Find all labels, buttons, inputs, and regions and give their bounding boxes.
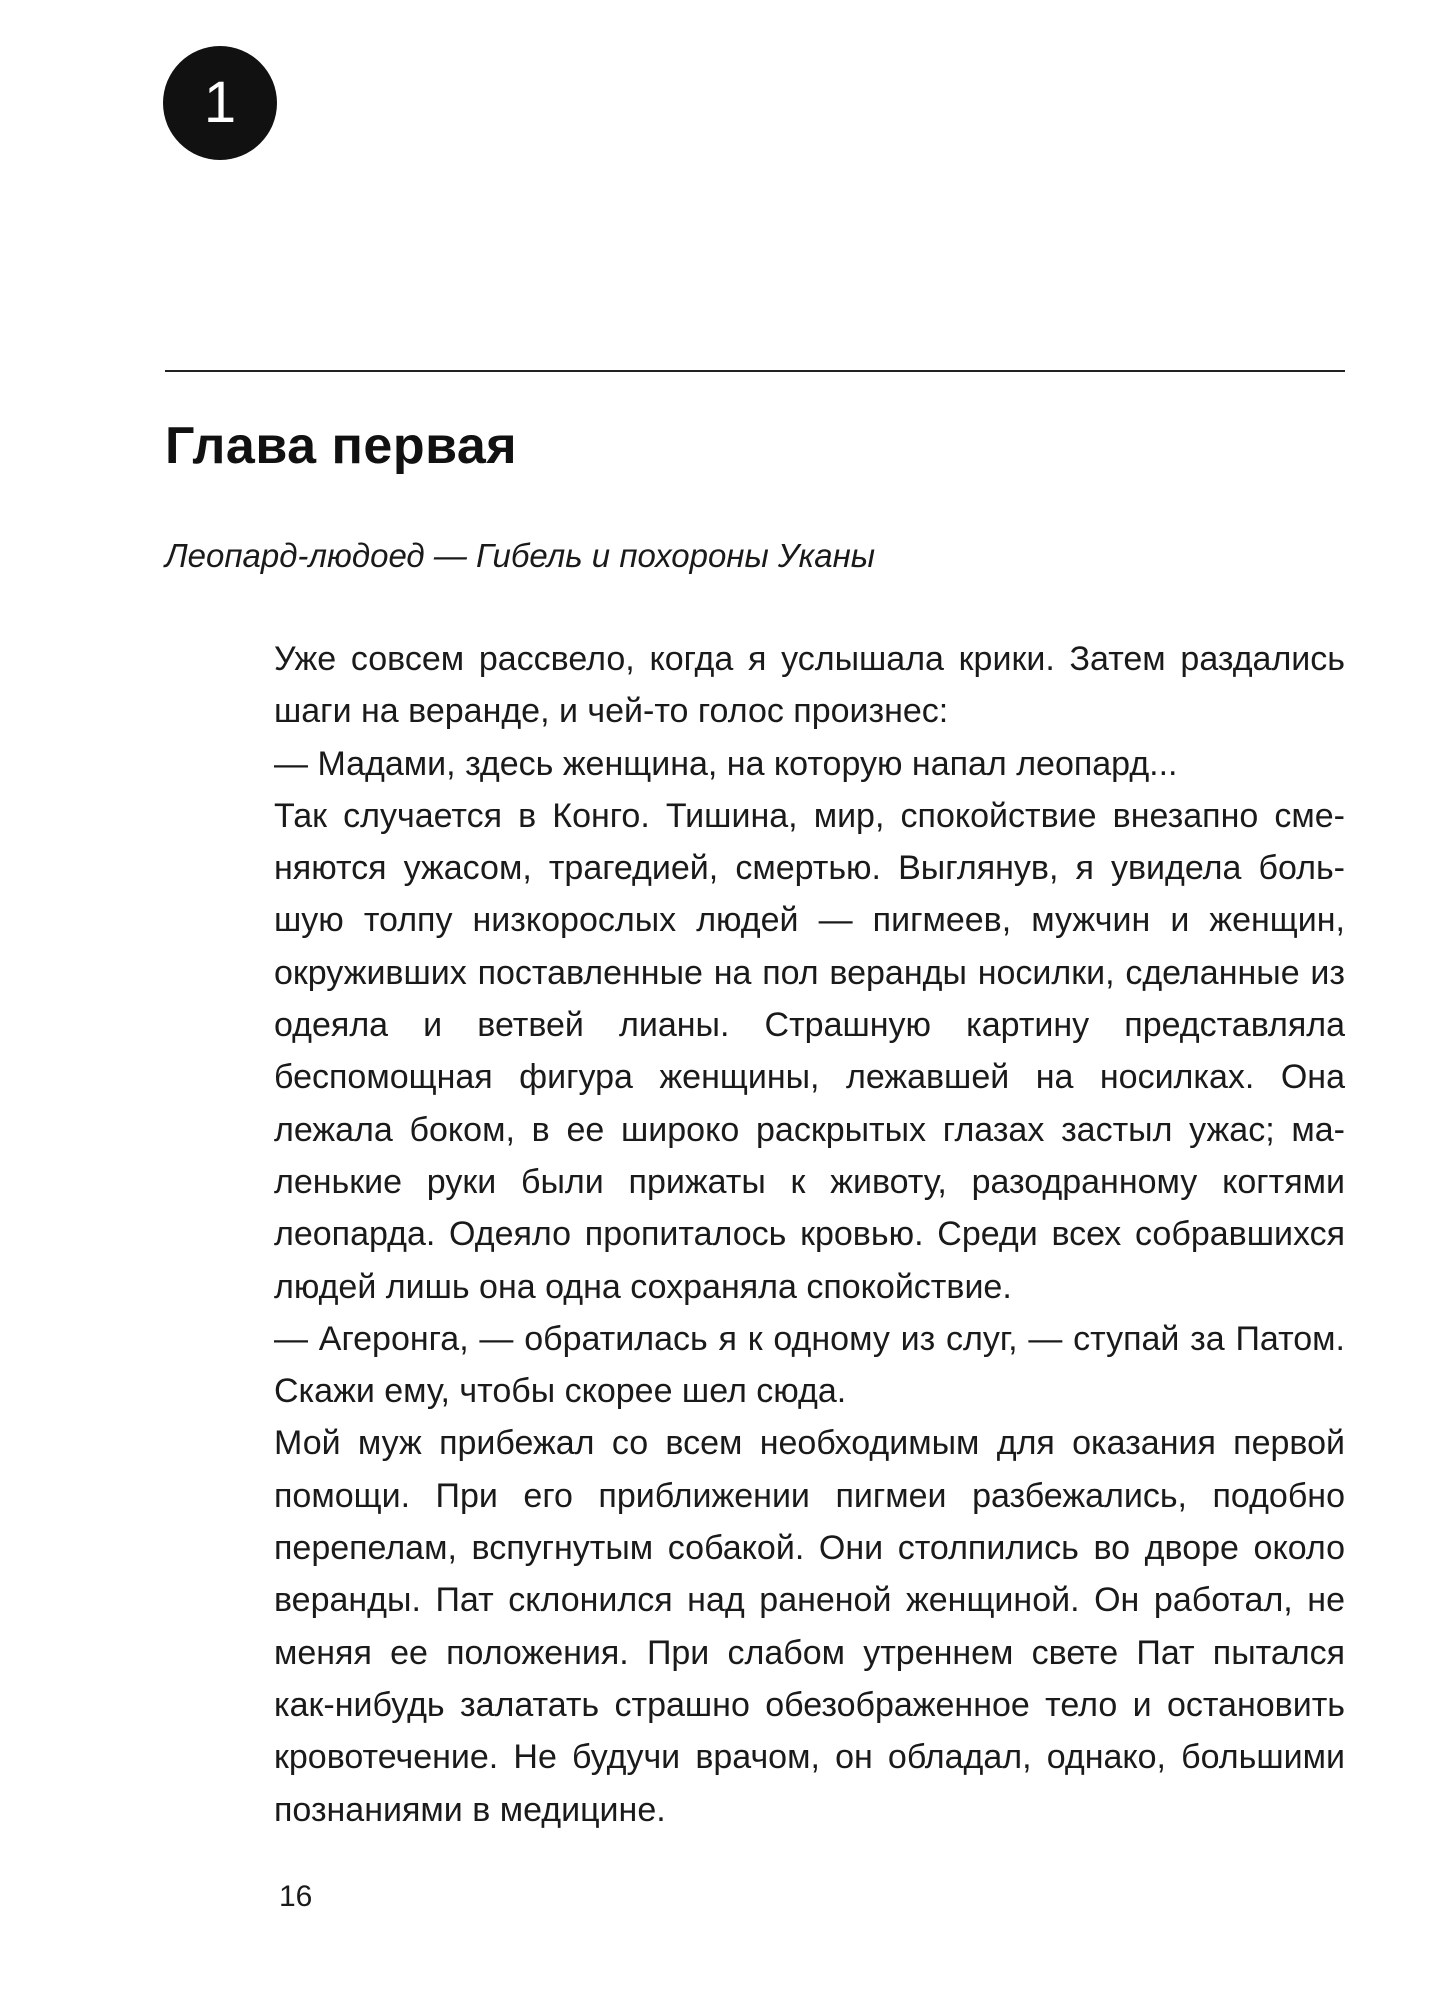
paragraph: Уже совсем рассвело, когда я услышала крики. Затем раздались шаги на веранде, и чей-то голос произнес: [274,640,1345,731]
paragraph: Так случается в Конго. Тишина, мир, спокойствие внезапно сменяются ужасом, трагедией, смертью. Выглянув, я увидела большую толпу низкорослых людей — пигмеев, мужчин и женщин, окруживших поставленные на пол веранды носилки, сделанные из одеяла и ветвей лианы. Страшную картину представляла беспомощная фигура женщины, лежавшей на носилках. Она лежала боком, в ее широко раскрытых глазах застыл ужас; маленькие руки были прижаты к животу, разодранному когтями леопарда. Одеяло пропиталось кровью. Среди всех собравшихся людей лишь она одна сохраняла спокойствие. [274,796,1345,1306]
chapter-number-badge [163,46,277,160]
chapter-body [274,633,1345,1836]
chapter-subtitle: Леопард-людоед — Гибель и похороны Уканы [165,537,876,574]
paragraph: Мой муж прибежал со всем необходимым для оказания первой помощи. При его приближении пигмеи разбежались, подобно перепелам, вспугнутым собакой. Они столпились во дворе около веранды. Пат склонился над раненой женщиной. Он работал, не меняя ее положения. При слабом утреннем свете Пат пытался как-нибудь залатать страшно обезображенное тело и остановить кровотечение. Не будучи врачом, он обладал, однако, большими познаниями в медицине. [274,1424,1345,1829]
chapter-number: 1 [203,70,237,135]
paragraph: — Агеронга, — обратилась я к одному из слуг, — ступай за Патом. Скажи ему, чтобы скорее шел сюда. [274,1319,1345,1411]
chapter-title: Глава первая [165,417,518,475]
paragraph: — Мадами, здесь женщина, на которую напал леопард... [274,744,1178,783]
page-number: 16 [279,1880,313,1913]
chapter-divider [165,370,1345,372]
